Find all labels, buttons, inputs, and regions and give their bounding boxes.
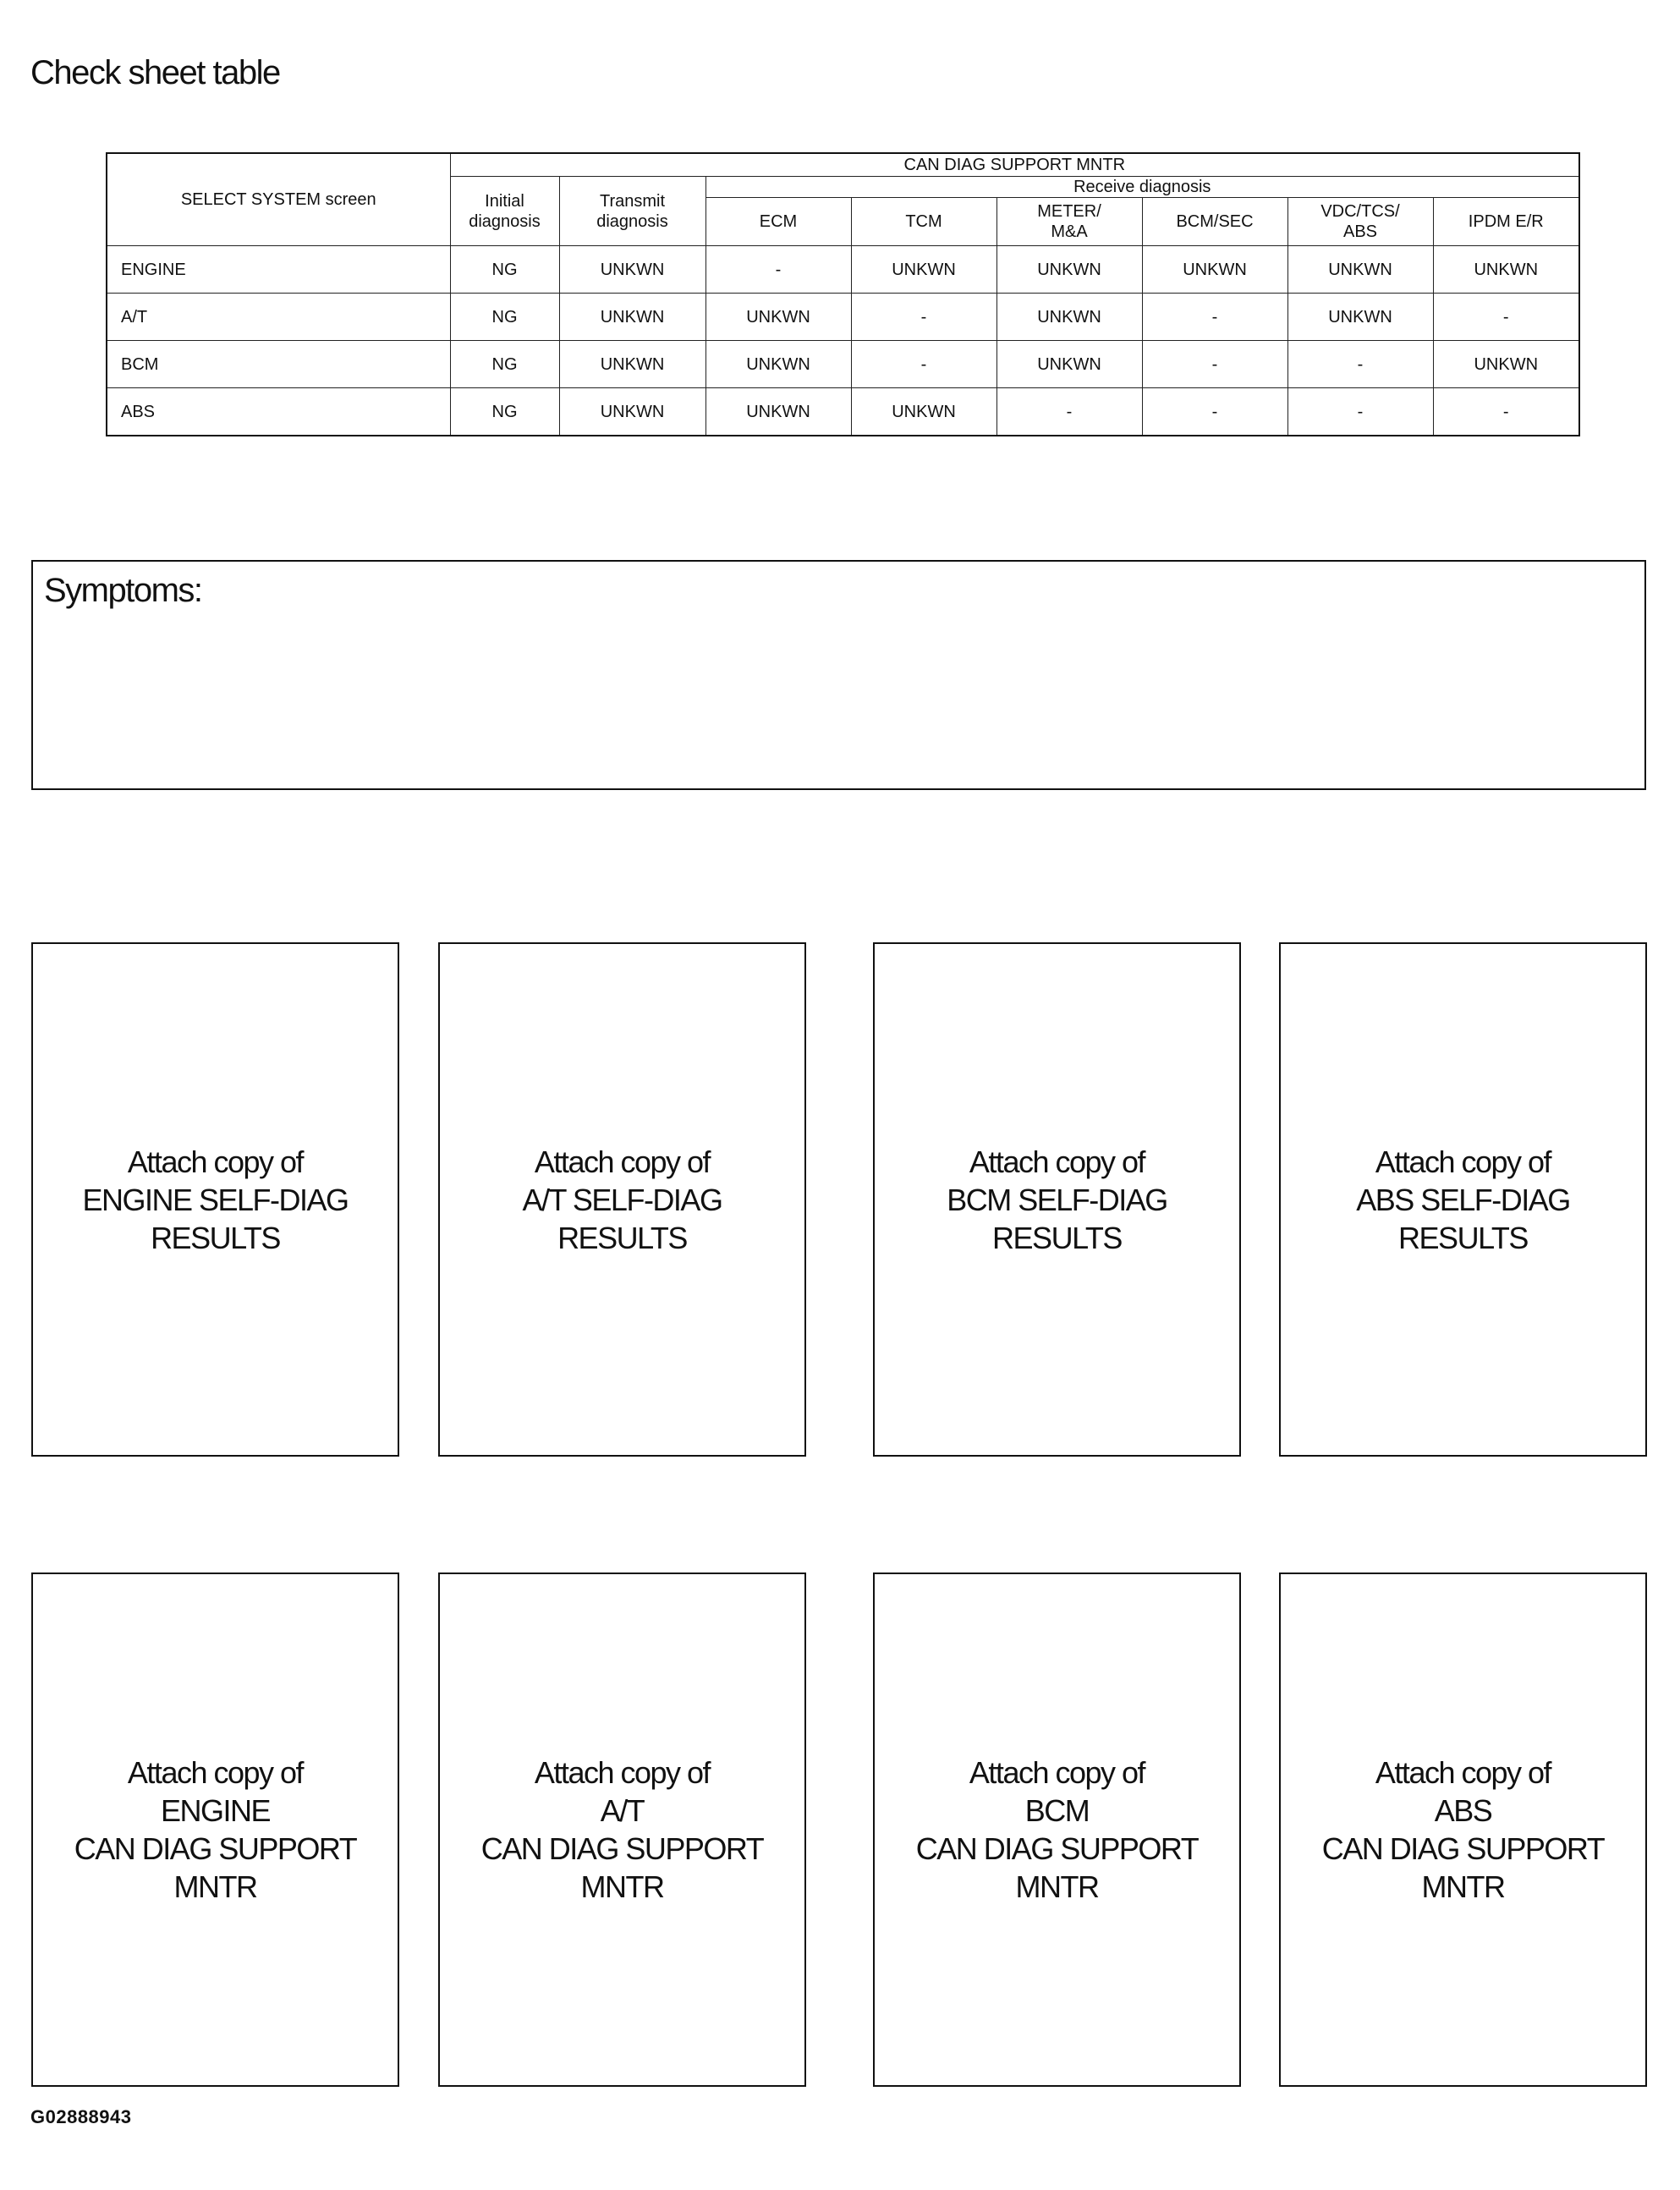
select-system-header: SELECT SYSTEM screen	[107, 153, 450, 246]
table-cell: NG	[450, 246, 559, 294]
column-header-meter: METER/ M&A	[996, 198, 1142, 246]
column-header-bcm-sec: BCM/SEC	[1142, 198, 1287, 246]
check-sheet-table	[106, 152, 1580, 436]
table-cell: UNKWN	[1287, 294, 1433, 341]
attach-box-text: Attach copy of BCM CAN DIAG SUPPORT MNTR	[915, 1755, 1199, 1904]
column-header-vdc-tcs-abs: VDC/TCS/ ABS	[1287, 198, 1433, 246]
receive-diagnosis-header: Receive diagnosis	[705, 177, 1579, 198]
column-header-ecm: ECM	[705, 198, 851, 246]
attach-box-text: Attach copy of BCM SELF-DIAG RESULTS	[947, 1144, 1167, 1255]
table-cell: -	[996, 388, 1142, 436]
attach-box-abs-can-diag	[1279, 1573, 1647, 2087]
attach-box-at-self-diag	[438, 942, 806, 1457]
row-system-label: BCM	[107, 341, 450, 388]
table-cell: UNKWN	[705, 388, 851, 436]
attach-box-abs-self-diag	[1279, 942, 1647, 1457]
table-cell: UNKWN	[559, 246, 705, 294]
attach-box-text: Attach copy of A/T CAN DIAG SUPPORT MNTR	[480, 1755, 764, 1904]
attach-box-text: Attach copy of ENGINE SELF-DIAG RESULTS	[82, 1144, 349, 1255]
attach-box-text: Attach copy of ENGINE CAN DIAG SUPPORT MNTR	[74, 1755, 357, 1904]
table-cell: UNKWN	[559, 341, 705, 388]
table-cell: UNKWN	[996, 341, 1142, 388]
row-system-label: ABS	[107, 388, 450, 436]
table-cell: NG	[450, 388, 559, 436]
table-cell: UNKWN	[996, 294, 1142, 341]
table-cell: UNKWN	[851, 388, 996, 436]
table-cell: -	[851, 341, 996, 388]
table-row	[107, 341, 1579, 388]
table-cell: UNKWN	[1433, 341, 1579, 388]
table-cell: -	[1433, 388, 1579, 436]
table-cell: UNKWN	[705, 341, 851, 388]
attach-box-text: Attach copy of A/T SELF-DIAG RESULTS	[522, 1144, 722, 1255]
table-cell: NG	[450, 341, 559, 388]
table-cell: -	[1142, 341, 1287, 388]
table-cell: -	[1142, 388, 1287, 436]
table-cell: UNKWN	[851, 246, 996, 294]
table-cell: -	[1287, 341, 1433, 388]
attach-box-engine-self-diag	[31, 942, 399, 1457]
table-cell: UNKWN	[996, 246, 1142, 294]
row-system-label: ENGINE	[107, 246, 450, 294]
table-cell: UNKWN	[1287, 246, 1433, 294]
column-header-ipdm-er: IPDM E/R	[1433, 198, 1579, 246]
attach-box-text: Attach copy of ABS CAN DIAG SUPPORT MNTR	[1321, 1755, 1605, 1904]
initial-diagnosis-header: Initial diagnosis	[450, 177, 559, 246]
can-diag-support-header: CAN DIAG SUPPORT MNTR	[450, 153, 1579, 177]
table-cell: -	[705, 246, 851, 294]
attach-box-bcm-can-diag	[873, 1573, 1241, 2087]
table-cell: UNKWN	[1142, 246, 1287, 294]
transmit-diagnosis-header: Transmit diagnosis	[559, 177, 705, 246]
table-cell: UNKWN	[705, 294, 851, 341]
table-cell: UNKWN	[1433, 246, 1579, 294]
attach-box-text: Attach copy of ABS SELF-DIAG RESULTS	[1356, 1144, 1570, 1255]
attach-box-engine-can-diag	[31, 1573, 399, 2087]
column-header-tcm: TCM	[851, 198, 996, 246]
attach-box-bcm-self-diag	[873, 942, 1241, 1457]
figure-id: G02888943	[30, 2106, 132, 2127]
table-row	[107, 388, 1579, 436]
table-row	[107, 294, 1579, 341]
table-cell: -	[1433, 294, 1579, 341]
attach-box-at-can-diag	[438, 1573, 806, 2087]
table-cell: UNKWN	[559, 388, 705, 436]
page-title: Check sheet table	[30, 54, 280, 91]
row-system-label: A/T	[107, 294, 450, 341]
table-cell: -	[851, 294, 996, 341]
table-row	[107, 246, 1579, 294]
symptoms-label: Symptoms:	[44, 572, 202, 609]
table-cell: -	[1142, 294, 1287, 341]
symptoms-box	[31, 560, 1646, 790]
table-cell: UNKWN	[559, 294, 705, 341]
table-cell: -	[1287, 388, 1433, 436]
table-cell: NG	[450, 294, 559, 341]
